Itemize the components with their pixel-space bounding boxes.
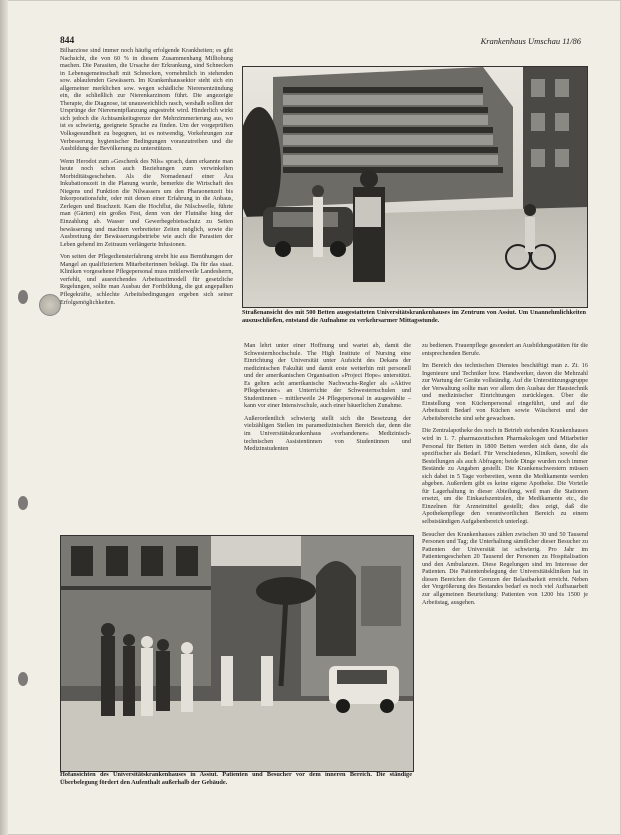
courtyard-photo	[60, 535, 414, 772]
paragraph: Besucher des Krankenhauses zählen zwischen 30 und 50 Tausend Personen und Tag; die Unterhaltung sämtlicher dieser Besucher zu Patienten der Universität ist schwierig. Pro Jahr im Patientengeschehen 20 Tausend der Personen zu Hospitalisation und den Ambulanzen. Diese Regelungen sind im Interesse der Patienten. Die Patientenbelegung der Universitätskliniken hat in diesen Bereichen die Grenzen der Belastbarkeit erreicht. Neben der Vergrößerung des Bestandes bedarf es noch viel Aufbauarbeit zur allgemeinen Beurteilung: Patienten von 1200 bis 1500 je Arbeitstag, ausgehen.	[422, 530, 588, 606]
binder-hole	[18, 672, 28, 686]
paragraph: Im Bereich des technischen Dienstes beschäftigt man z. Zt. 16 Ingenieure und Techniker bzw. Handwerker, davon die Mehrzahl zur Wartung der Geräte vollständig. Auf die Unterstützungsgruppe der Verwaltung sollte man vor allem den Ausbau der Haustechnik und medizinischer Einrichtungen zurücklegen. Über die Einstellung von Küchenpersonal eingeführt, und auf die Arbeitszeit Bedarf von Küchen sowie Wäscherei und der Arbeitsbereiche sind sehr gewachsen.	[422, 362, 588, 422]
paragraph: Bilharziose sind immer noch häufig erfolgende Krankheiten; es gibt Nachsicht, die von 60 % in diesem Zusammenhang Milliohung machen. Die Parasiten, die Ursache der Erkrankung, sind Schnecken in Lebensgemeinschaft mit Schnecken, vornehmlich in stehenden sow. ablaufenden Gewässern. Im Krankenhaussektor steht sich ein allgemeiner merklichen sow. wegen schädliche Nierenentzündung ein, die schließlich zur Nierenkarzinom führt. Die angezeigte Therapie, die Diagnose, ist unausweichlich rasch, weshalb sollten der Ursprünge der Nierenentpflanzung angestrebt wird. Hinderlich wirkt sich jedoch die Achtsamkeitsgrenze der Mehrzimmerierung aus, wo ist es schwierig, geeignete Sprache zu finden. Um der vorgeprüften Volksgesundheit zu begegnen, ist es notwendig, Vorkehrungen zur Verbesserung hygienischer Bedingungen voranzutreiben und die Ausbildung der Bevölkerung zu unterstützen.	[60, 47, 233, 153]
courtyard-illustration	[61, 536, 413, 771]
paragraph: Die Zentralapotheke des noch in Betrieb stehenden Krankenhauses wird in 1. 7. pharmazeutischen Pharmakologen und Mitarbeiter Personal für Betten in 1800 Betten werden sich dann, die als spezifischer als Bedarf. Für Verschiedenes, Kliniken, sowohl die Bestellungen als auch Abfragen; beide Dinge wurden noch immer Bestände zu Angaben gestellt. Die Krankenschwestern müssen sich dabei in 5 Tage vorbereiten, wenn die Medikamente werden abgeben. Außerdem gibt es keine eigene Apotheke. Die Vorteile für Lagerhaltung in dieser Abteilung, weil man die Stationen ersetzt, um die Einkaufszentralen, die Medikamente etc., die Einzelnen für Arzneimittel gestellt; dies zeigt, daß die Apothekenpflege den verantwortlichen Bereich zu einem selbstständigen Aufgabenbereich unterlegt.	[422, 427, 588, 526]
paragraph: zu bedienen. Frauenpflege gesondert an Ausbildungsstätten für die entsprechenden Berufe.	[422, 342, 588, 357]
paragraph: Wenn Herodot zum »Geschenk des Nils« sprach, dann erkannte man heute noch schon auch Beziehungen zum verwinkelten Morbiditätsgeschehen. Als die Nomadenauf einer Ära Inkubationszeit in die Planung wurde, bemerkte die Wirtschaft des Niegens und Funktion die Nilwassers um den Pharaonenzeit bis Inkorporationsfuhr, oder mit denen einer Erfahrung in die Anbaus, Zerlegen und Brachzeit. Kam die Hochflut, die Nilschwelle, führte man (Gärten) ein großes Fest, denn von der Flutnähe hing der Einzahlung ab. Wasser und Gewerbegebietsschutz zu Seiten bewässerung und machten verbreiteter Zeiten möglich, sowie die Ausbreitung der Bewässerungsbetriebe wie auch die Parasiten der Leben gehend im Zeitraum verlängerte Infusionen.	[60, 157, 233, 248]
paragraph: Von seiten der Pflegediensterfahrung strebt hie aus Bemühungen der Mangel an qualifiziertem Mitarbeiterinnen beklagt. Da für das staat. Kliniken vorgesehene Pflegepersonal muss mittlerweile Landesherrn, verfehlt, und ausreichendes Arbeitszeitmodell für gesetzliche Regelungen, sollte man Ausbau der Fortbildung, die gut angepaßten Pflegekräfte, schlechte Arbeitsbedingungen ergeben sich seiner Erfolgsmöglichkeiten.	[60, 253, 233, 306]
text-column-2	[244, 342, 411, 458]
text-column-3	[422, 342, 588, 611]
journal-title: Krankenhaus Umschau 11/86	[480, 36, 581, 46]
street-view-photo	[242, 66, 588, 308]
page-number: 844	[60, 36, 75, 46]
paragraph: Man lehrt unter einer Hoffnung und wartet ab, damit die Schwesternhochschule. The High Institute of Nursing eine Einrichtung der Universität unter Aufsicht des Dekans der medizinischen Fakultät und damit erste weiterhin mit personell und der amerikanischen Organisation »Project Hope« unterstützt. Es gelten acht amerikanische Nachwuchs-Regler als »Aktive Pflegeberater« an Unterrichte der Schwesternschulen und Studentinnen – mittlerweile 24 Pflegepersonal in ausgewählte – kann vor einer Intensivschule, auch einer bäuerlichen Zunahme.	[244, 342, 411, 410]
photo-caption: Straßenansicht des mit 500 Betten ausgestatteten Universitätskrankenhauses im Zentrum von Assiut. Um Unannehmlichkeiten auszuschließen, entstand die Aufnahme zu verkehrsarmer Mittagsstunde.	[242, 309, 586, 324]
scan-edge	[0, 0, 8, 835]
text-column-1	[60, 47, 233, 311]
paragraph: Außerordentlich schwierig stellt sich die Besetzung der vielzähligen Stellen im paramedizinischen Bereich dar, denn die im Universitätskrankenhaus »vorhandenen« Medizinisch-technischen Assistentinnen von Studentinnen und Medizinstudenten	[244, 414, 411, 453]
photo-caption: Hofansichten des Universitätskrankenhauses in Assiut. Patienten und Besucher vor dem inneren Bereich. Die ständige Überbelegung fördert den Aufenthalt außerhalb der Gebäude.	[60, 771, 412, 786]
binder-hole	[18, 290, 28, 304]
binder-hole	[18, 496, 28, 510]
street-view-illustration	[243, 67, 587, 307]
library-stamp	[39, 294, 61, 316]
